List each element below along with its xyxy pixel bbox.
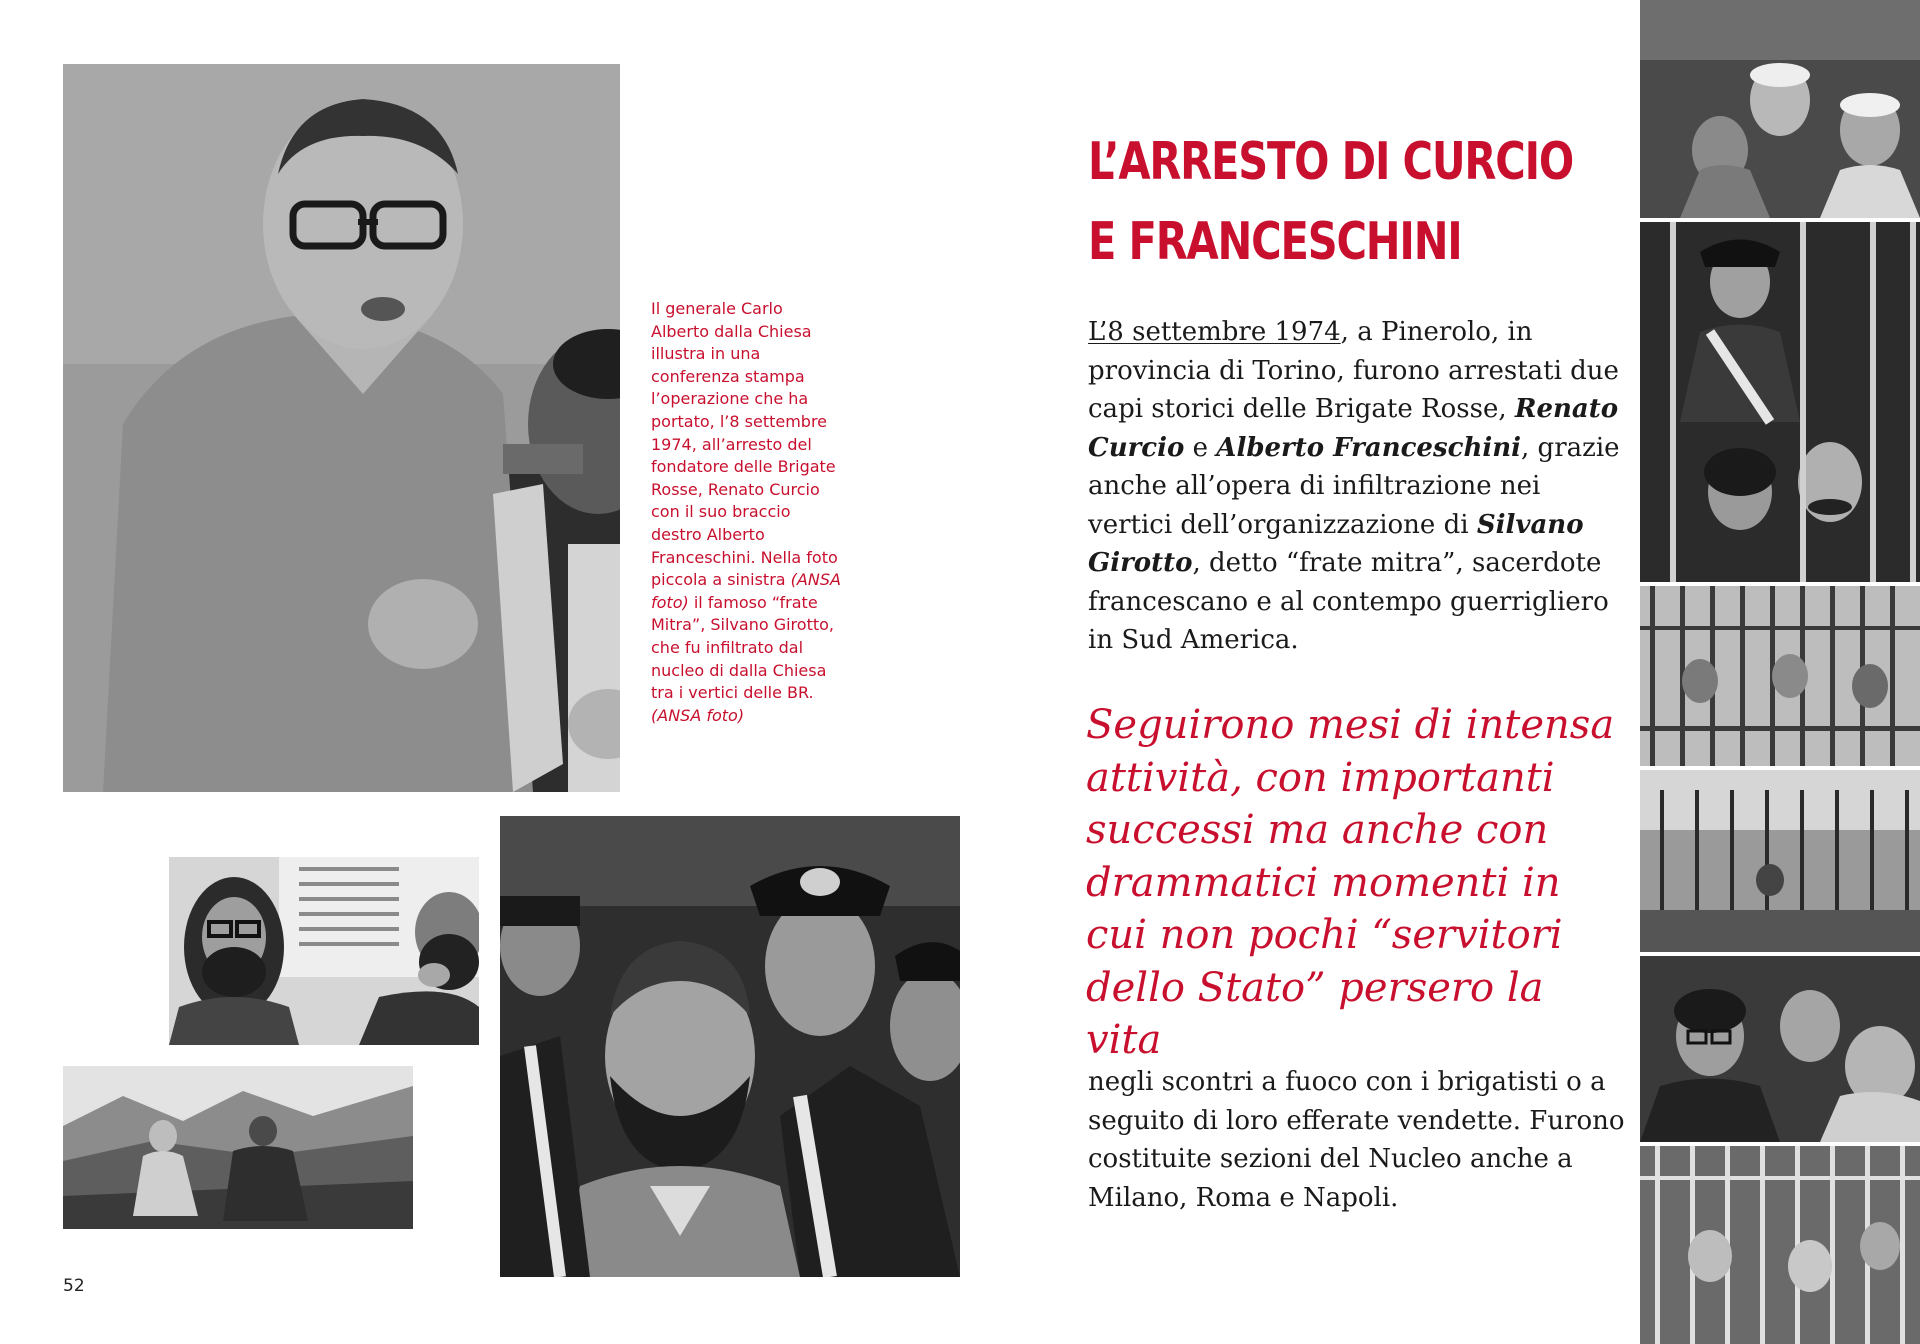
courtroom-strip-photo-6 [1640,1146,1920,1344]
arrest-escort-photo [500,816,960,1277]
body-text-2: e [1184,432,1217,463]
mountain-landscape-photo [63,1066,413,1229]
caption-credit-1: (ANSA foto) [651,570,841,612]
caption-text-part2: il famoso “frate Mitra”, Silvano Girotto, che fu infiltrato dal nucleo di dalla Chiesa tra i vertici delle BR. [651,592,834,703]
headline-line-1: L’ARRESTO DI CURCIO [1088,132,1574,192]
caption-text-part1: Il generale Carlo Alberto dalla Chiesa illustra in una conferenza stampa l’operazione che ha portato, l’8 settembre 1974, all’arresto del fondatore delle Brigate Rosse, Renato Curcio con il suo braccio destro Alberto Franceschini. Nella foto piccola a sinistra [651,299,838,590]
courtroom-strip-photo-1 [1640,0,1920,218]
courtroom-strip-photo-5 [1640,956,1920,1142]
bearded-men-small-photo [169,857,479,1045]
body2-paragraph: negli scontri a fuoco con i brigatisti o a seguito di loro efferate vendette. Furono costituite sezioni del Nucleo anche a Milano, Roma e Napoli. [1088,1067,1625,1213]
article-body-intro [1088,313,1628,660]
body-text-3: , grazie anche all’opera di infiltrazione nei vertici dell’organizzazione di [1088,432,1620,540]
name-renato-curcio: Renato Curcio [1088,394,1619,463]
pull-quote: Seguirono mesi di intensa attività, con importanti successi ma anche con drammatici momenti in cui non pochi “servitori dello Stato” persero la vita [1086,702,1615,1063]
page-number: 52 [63,1276,85,1296]
date-underlined: L’8 settembre 1974 [1088,317,1341,347]
article-headline [1088,122,1573,282]
headline-line-2: E FRANCESCHINI [1088,212,1462,272]
name-alberto-franceschini: Alberto Franceschini [1216,432,1522,463]
body-text-1: , a Pinerolo, in provincia di Torino, furono arrestati due capi storici delle Brigate Rosse, [1088,317,1619,424]
article-body-continuation [1088,1063,1628,1217]
general-press-conference-photo [63,64,620,792]
caption-credit-2: (ANSA foto) [651,705,745,725]
photo-caption [651,298,841,727]
body-text-4: , detto “frate mitra”, sacerdote francescano e al contempo guerrigliero in Sud America. [1088,548,1609,655]
courtroom-strip-photo-4 [1640,770,1920,952]
name-silvano-girotto: Silvano Girotto [1088,509,1584,578]
courtroom-strip-photo-3 [1640,586,1920,766]
courtroom-strip-photo-2 [1640,222,1920,582]
